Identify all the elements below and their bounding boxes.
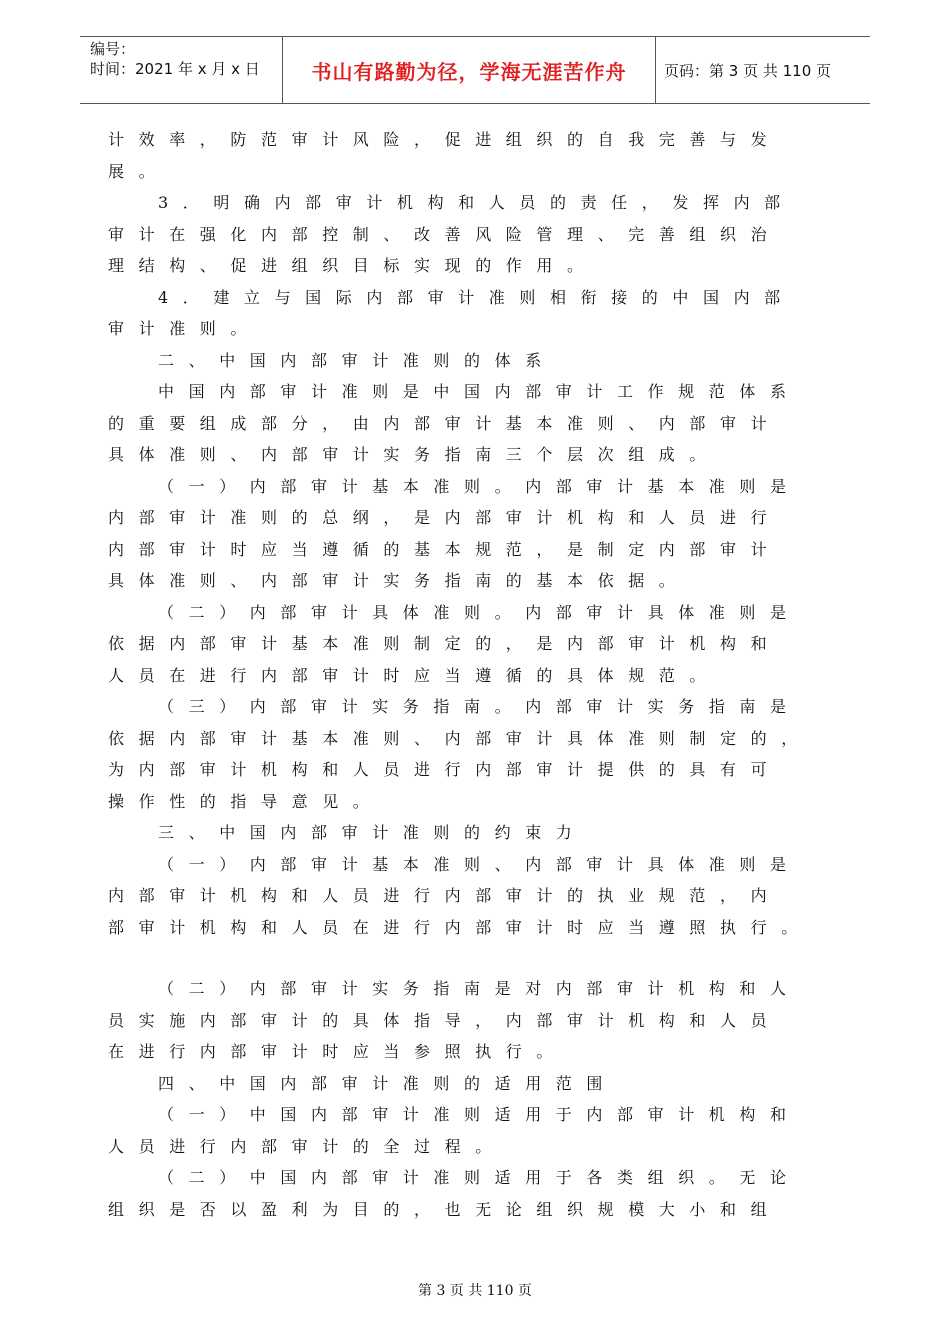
text-line: 四、中国内部审计准则的适用范围 — [158, 1073, 618, 1093]
page-info-text: 页码：第 3 页 共 110 页 — [664, 61, 832, 80]
text-line: （一）中国内部审计准则适用于内部审计机构和 — [158, 1105, 801, 1124]
header-motto-cell — [282, 37, 656, 103]
text-line: 二、中国内部审计准则的体系 — [158, 350, 556, 370]
header-meta — [80, 37, 282, 103]
motto-text: 书山有路勤为径，学海无涯苦作舟 — [311, 59, 627, 84]
text-line: 具体准则、内部审计实务指南三个层次组成。 — [108, 445, 721, 464]
page-footer — [0, 1280, 950, 1300]
text-line: （二）内部审计实务指南是对内部审计机构和人 — [158, 979, 801, 998]
text-line: 的重要组成部分，由内部审计基本准则、内部审计 — [108, 413, 782, 433]
text-line: 展。 — [108, 161, 170, 181]
text-line: 操作性的指导意见。 — [108, 791, 384, 811]
text-line: 内部审计时应当遵循的基本规范，是制定内部审计 — [108, 539, 782, 559]
text-line: 人员在进行内部审计时应当遵循的具体规范。 — [108, 665, 721, 685]
text-line: （一）内部审计基本准则、内部审计具体准则是 — [158, 854, 801, 874]
text-line: 三、中国内部审计准则的约束力 — [158, 823, 587, 842]
text-line: 在进行内部审计时应当参照执行。 — [108, 1042, 568, 1061]
text-line: 内部审计准则的总纲，是内部审计机构和人员进行 — [108, 508, 782, 527]
text-line: 4．建立与国际内部审计准则相衔接的中国内部 — [158, 287, 795, 307]
text-line: 计效率，防范审计风险，促进组织的自我完善与发 — [108, 130, 782, 149]
text-line: （三）内部审计实务指南。内部审计实务指南是 — [158, 697, 801, 716]
text-line: 依据内部审计基本准则、内部审计具体准则制定的， — [108, 728, 812, 748]
text-line: 审计准则。 — [108, 319, 262, 338]
text-line: 为内部审计机构和人员进行内部审计提供的具有可 — [108, 760, 782, 779]
text-line: （二）中国内部审计准则适用于各类组织。无论 — [158, 1168, 801, 1187]
text-line: 审计在强化内部控制、改善风险管理、完善组织治 — [108, 224, 782, 244]
text-line: 依据内部审计基本准则制定的，是内部审计机构和 — [108, 634, 782, 653]
serial-label: 编号： — [90, 40, 136, 58]
text-line: 中国内部审计准则是中国内部审计工作规范体系 — [158, 382, 801, 401]
blank-line — [108, 943, 838, 973]
text-line: （一）内部审计基本准则。内部审计基本准则是 — [158, 476, 801, 496]
document-body — [108, 124, 838, 1225]
page-header — [80, 36, 870, 104]
text-line: 内部审计机构和人员进行内部审计的执业规范，内 — [108, 886, 782, 905]
time-label: 时间：2021 年 x 月 x 日 — [90, 60, 260, 78]
text-line: 3．明确内部审计机构和人员的责任，发挥内部 — [158, 193, 795, 212]
header-page-info — [656, 37, 870, 103]
text-line: （二）内部审计具体准则。内部审计具体准则是 — [158, 602, 801, 622]
text-line: 理结构、促进组织目标实现的作用。 — [108, 256, 598, 275]
text-line: 部审计机构和人员在进行内部审计时应当遵照执行。 — [108, 917, 812, 937]
text-line: 组织是否以盈利为目的，也无论组织规模大小和组 — [108, 1199, 782, 1219]
text-line: 员实施内部审计的具体指导，内部审计机构和人员 — [108, 1010, 782, 1030]
text-line: 人员进行内部审计的全过程。 — [108, 1136, 506, 1156]
footer-page-number: 第 3 页 共 110 页 — [418, 1283, 532, 1299]
text-line: 具体准则、内部审计实务指南的基本依据。 — [108, 571, 690, 590]
